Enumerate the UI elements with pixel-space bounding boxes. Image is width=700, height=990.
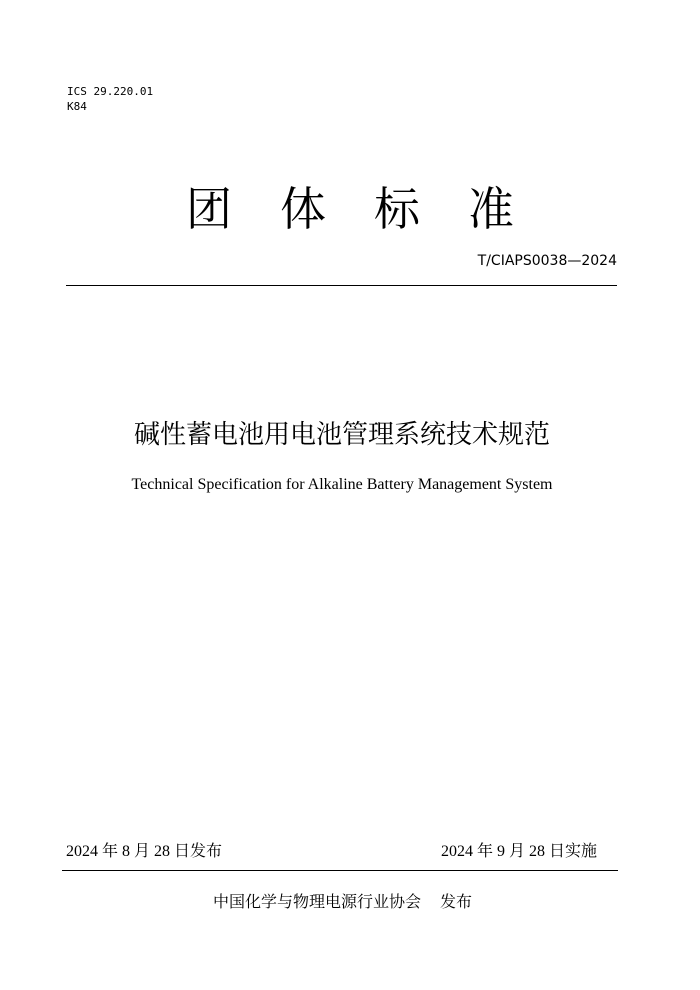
top-divider — [66, 285, 617, 286]
title-chinese: 碱性蓄电池用电池管理系统技术规范 — [133, 420, 550, 450]
issue-label: 发布 — [440, 892, 473, 911]
title-english: Technical Specification for Alkaline Battery Management System — [131, 476, 553, 493]
ics-code: ICS 29.220.01 — [67, 85, 154, 98]
bottom-divider — [62, 870, 618, 871]
issuing-organization: 中国化学与物理电源行业协会 — [213, 892, 422, 911]
standard-number: T/CIAPS0038—2024 — [477, 253, 617, 269]
document-type-heading: 团体标准 — [186, 182, 562, 236]
publish-date: 2024 年 8 月 28 日发布 — [66, 843, 223, 860]
implement-date: 2024 年 9 月 28 日实施 — [441, 843, 598, 860]
classification-code: K84 — [67, 100, 87, 113]
